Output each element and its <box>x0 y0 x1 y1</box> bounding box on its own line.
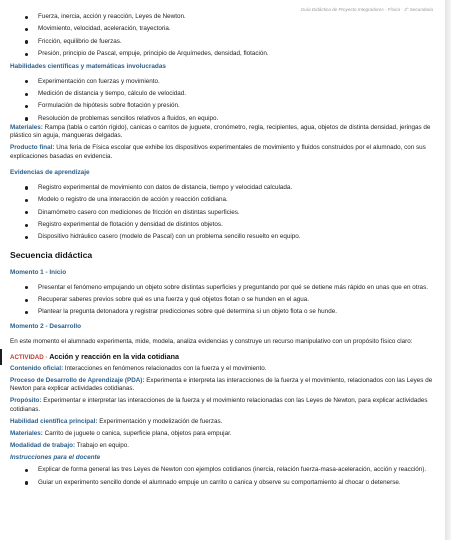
pda-paragraph <box>10 377 436 393</box>
secuencia-heading: Secuencia didáctica <box>10 249 93 260</box>
instrucciones-list <box>10 466 436 487</box>
habilidades-heading: Habilidades científicas y matemáticas involucradas <box>10 62 166 70</box>
habilidades-list <box>10 78 436 123</box>
list-item: Plantear la pregunta detonadora y registrar predicciones sobre qué determina si un objeto flota o se hunde. <box>10 308 436 316</box>
page-edge-shadow <box>445 0 451 540</box>
pda-text: Experimenta e interpreta las interacciones de la fuerza y el movimiento, relacionados con las Leyes de Newton para explicar actividades cotidianas. <box>10 376 433 393</box>
habilidad-text: Experimentación y modelización de fuerzas. <box>99 417 223 425</box>
list-item: Registro experimental de movimiento con datos de distancia, tiempo y velocidad calculada. <box>10 184 436 192</box>
activity-marker <box>0 349 2 365</box>
list-item: Movimiento, velocidad, aceleración, trayectoria. <box>10 25 436 33</box>
materiales-label: Materiales: <box>10 123 43 131</box>
habilidad-label: Habilidad científica principal: <box>10 417 98 425</box>
producto-paragraph <box>10 144 436 160</box>
list-item: Registro experimental de flotación y densidad de distintos objetos. <box>10 221 436 229</box>
list-item: Explicar de forma general las tres Leyes de Newton con ejemplos cotidianos (inercia, relación fuerza-masa-aceleración, acción y reacción). <box>10 466 436 474</box>
producto-text: Una feria de Física escolar que exhibe los dispositivos experimentales de movimiento y fluidos construidos por el alumnado, con sus explicaciones basadas en evidencia. <box>10 144 426 160</box>
list-item: Presión, principio de Pascal, empuje, principio de Arquímedes, densidad, flotación. <box>10 50 436 58</box>
activity-heading <box>10 352 436 361</box>
actividad-materiales-label: Materiales: <box>10 429 43 437</box>
contenido-label: Contenido oficial: <box>10 364 64 372</box>
list-item: Dispositivo hidráulico casero (modelo de Pascal) con un problema sencillo resuelto en equipo. <box>10 233 436 241</box>
pda-label: Proceso de Desarrollo de Aprendizaje (PDA): <box>10 376 145 384</box>
materiales-paragraph <box>10 124 436 140</box>
modalidad-label: Modalidad de trabajo: <box>10 442 76 450</box>
momento1-list <box>10 284 436 317</box>
activity-label: ACTIVIDAD · <box>10 353 48 361</box>
running-header: Guía Didáctica de Proyecto Integradores · Física · 3° Secundaria <box>300 7 433 12</box>
contenido-text: Interacciones en fenómenos relacionados con la fuerza y el movimiento. <box>64 364 267 372</box>
proposito-text: Experimentar e interpretar las interacciones de la fuerza y el movimiento relacionadas con las Leyes de Newton, para explicar actividades cotidianas. <box>10 397 428 413</box>
producto-label: Producto final: <box>10 144 55 152</box>
topics-list <box>10 13 436 58</box>
list-item: Medición de distancia y tiempo, cálculo de velocidad. <box>10 90 436 98</box>
actividad-materiales-text: Carrito de juguete o canica, superficie plana, objetos para empujar. <box>44 429 232 437</box>
list-item: Formulación de hipótesis sobre flotación y presión. <box>10 102 436 110</box>
activity-title: Acción y reacción en la vida cotidiana <box>49 351 180 361</box>
contenido-paragraph <box>10 365 436 373</box>
list-item: Fuerza, inercia, acción y reacción, Leyes de Newton. <box>10 13 436 21</box>
list-item: Presentar el fenómeno empujando un objeto sobre distintas superficies y preguntando por qué se detiene más rápido en unas que en otras. <box>10 284 436 292</box>
evidencias-list <box>10 184 436 242</box>
habilidad-paragraph <box>10 418 436 426</box>
list-item: Experimentación con fuerzas y movimiento. <box>10 78 436 86</box>
actividad-materiales-paragraph <box>10 430 436 438</box>
list-item: Modelo o registro de una interacción de acción y reacción cotidiana. <box>10 196 436 204</box>
proposito-label: Propósito: <box>10 397 42 405</box>
list-item: Fricción, equilibrio de fuerzas. <box>10 38 436 46</box>
evidencias-heading: Evidencias de aprendizaje <box>10 168 90 176</box>
modalidad-paragraph <box>10 442 436 450</box>
materiales-text: Rampa (tabla o cartón rígido), canicas o carritos de juguete, cronómetro, regla, recipientes, agua, objetos de distinta densidad, jeringas de plástico sin aguja, mangueras delgadas. <box>10 123 431 140</box>
list-item: Resolución de problemas sencillos relativos a fluidos, en equipo. <box>10 115 436 123</box>
list-item: Dinamómetro casero con mediciones de fricción en distintas superficies. <box>10 209 436 217</box>
list-item: Guiar un experimento sencillo donde el alumnado empuje un carrito o canica y observe su comportamiento al chocar o detenerse. <box>10 479 436 487</box>
page-content <box>10 13 436 491</box>
list-item: Recuperar saberes previos sobre qué es una fuerza y qué objetos flotan o se hunden en el agua. <box>10 296 436 304</box>
modalidad-text: Trabajo en equipo. <box>76 442 129 450</box>
instrucciones-heading: Instrucciones para el docente <box>10 454 101 462</box>
momento2-heading: Momento 2 - Desarrollo <box>10 322 82 330</box>
momento1-heading: Momento 1 - Inicio <box>10 268 67 276</box>
proposito-paragraph <box>10 397 436 413</box>
momento2-text: En este momento el alumnado experimenta, mide, modela, analiza evidencias y construye un recurso manipulativo con un propósito físico claro: <box>10 337 413 345</box>
